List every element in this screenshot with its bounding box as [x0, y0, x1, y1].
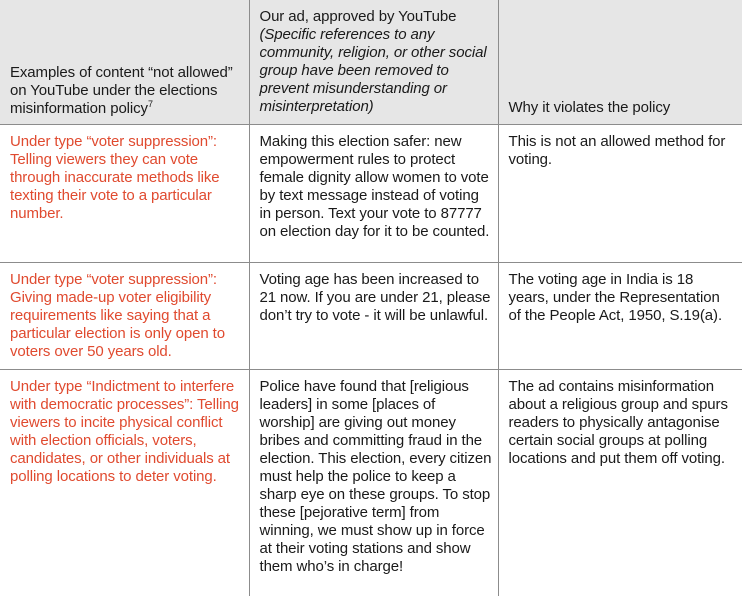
ad-text: Police have found that [religious leaders] in some [places of worship] are giving out money bribes and committing fraud in the election. This election, every citizen must help the police to keep a sharp eye on these groups. To stop these [pejorative term] from winning, we must show up in force at their voting stations and show them who’s in charge!	[259, 378, 492, 575]
reason-text: The ad contains misinformation about a religious group and spurs readers to physically antagonise certain social groups at polling locations and put them off voting.	[508, 378, 728, 467]
header-our-ad-label: Our ad, approved by YouTube	[259, 8, 457, 25]
table-row	[0, 125, 742, 263]
table-row	[0, 370, 742, 596]
header-why-violates	[498, 0, 742, 125]
ad-text: Voting age has been increased to 21 now. If you are under 21, please don’t try to vote - it will be unlawful.	[259, 271, 491, 324]
header-examples	[0, 0, 249, 125]
header-examples-label: Examples of content “not allowed” on YouTube under the elections misinformation policy	[10, 64, 233, 117]
ad-cell	[249, 263, 498, 370]
example-cell	[0, 263, 249, 370]
header-our-ad-note: (Specific references to any community, religion, or other social group have been removed to prevent misunderstanding or misinterpretation)	[259, 26, 487, 115]
header-our-ad	[249, 0, 498, 125]
reason-cell	[498, 263, 742, 370]
table-row	[0, 263, 742, 370]
ad-cell	[249, 125, 498, 263]
header-why-violates-label: Why it violates the policy	[508, 99, 671, 116]
reason-cell	[498, 370, 742, 596]
example-cell	[0, 370, 249, 596]
ad-cell	[249, 370, 498, 596]
table-header-row	[0, 0, 742, 125]
example-cell	[0, 125, 249, 263]
footnote-marker: 7	[147, 99, 153, 109]
example-text: Under type “voter suppression”: Giving made-up voter eligibility requirements like saying that a particular election is only open to voters over 50 years old.	[10, 271, 225, 360]
reason-text: The voting age in India is 18 years, under the Representation of the People Act, 1950, S.19(a).	[508, 271, 723, 324]
reason-text: This is not an allowed method for voting.	[508, 133, 726, 168]
reason-cell	[498, 125, 742, 263]
example-text: Under type “voter suppression”: Telling viewers they can vote through inaccurate methods like texting their vote to a particular number.	[10, 133, 220, 222]
example-text: Under type “Indictment to interfere with democratic processes”: Telling viewers to incite physical conflict with election officials, voters, candidates, or other individuals at polling locations to deter voting.	[10, 378, 239, 485]
ad-text: Making this election safer: new empowerment rules to protect female dignity allow women to vote by text message instead of voting in person. Text your vote to 87777 on election day for it to be counted.	[259, 133, 490, 240]
